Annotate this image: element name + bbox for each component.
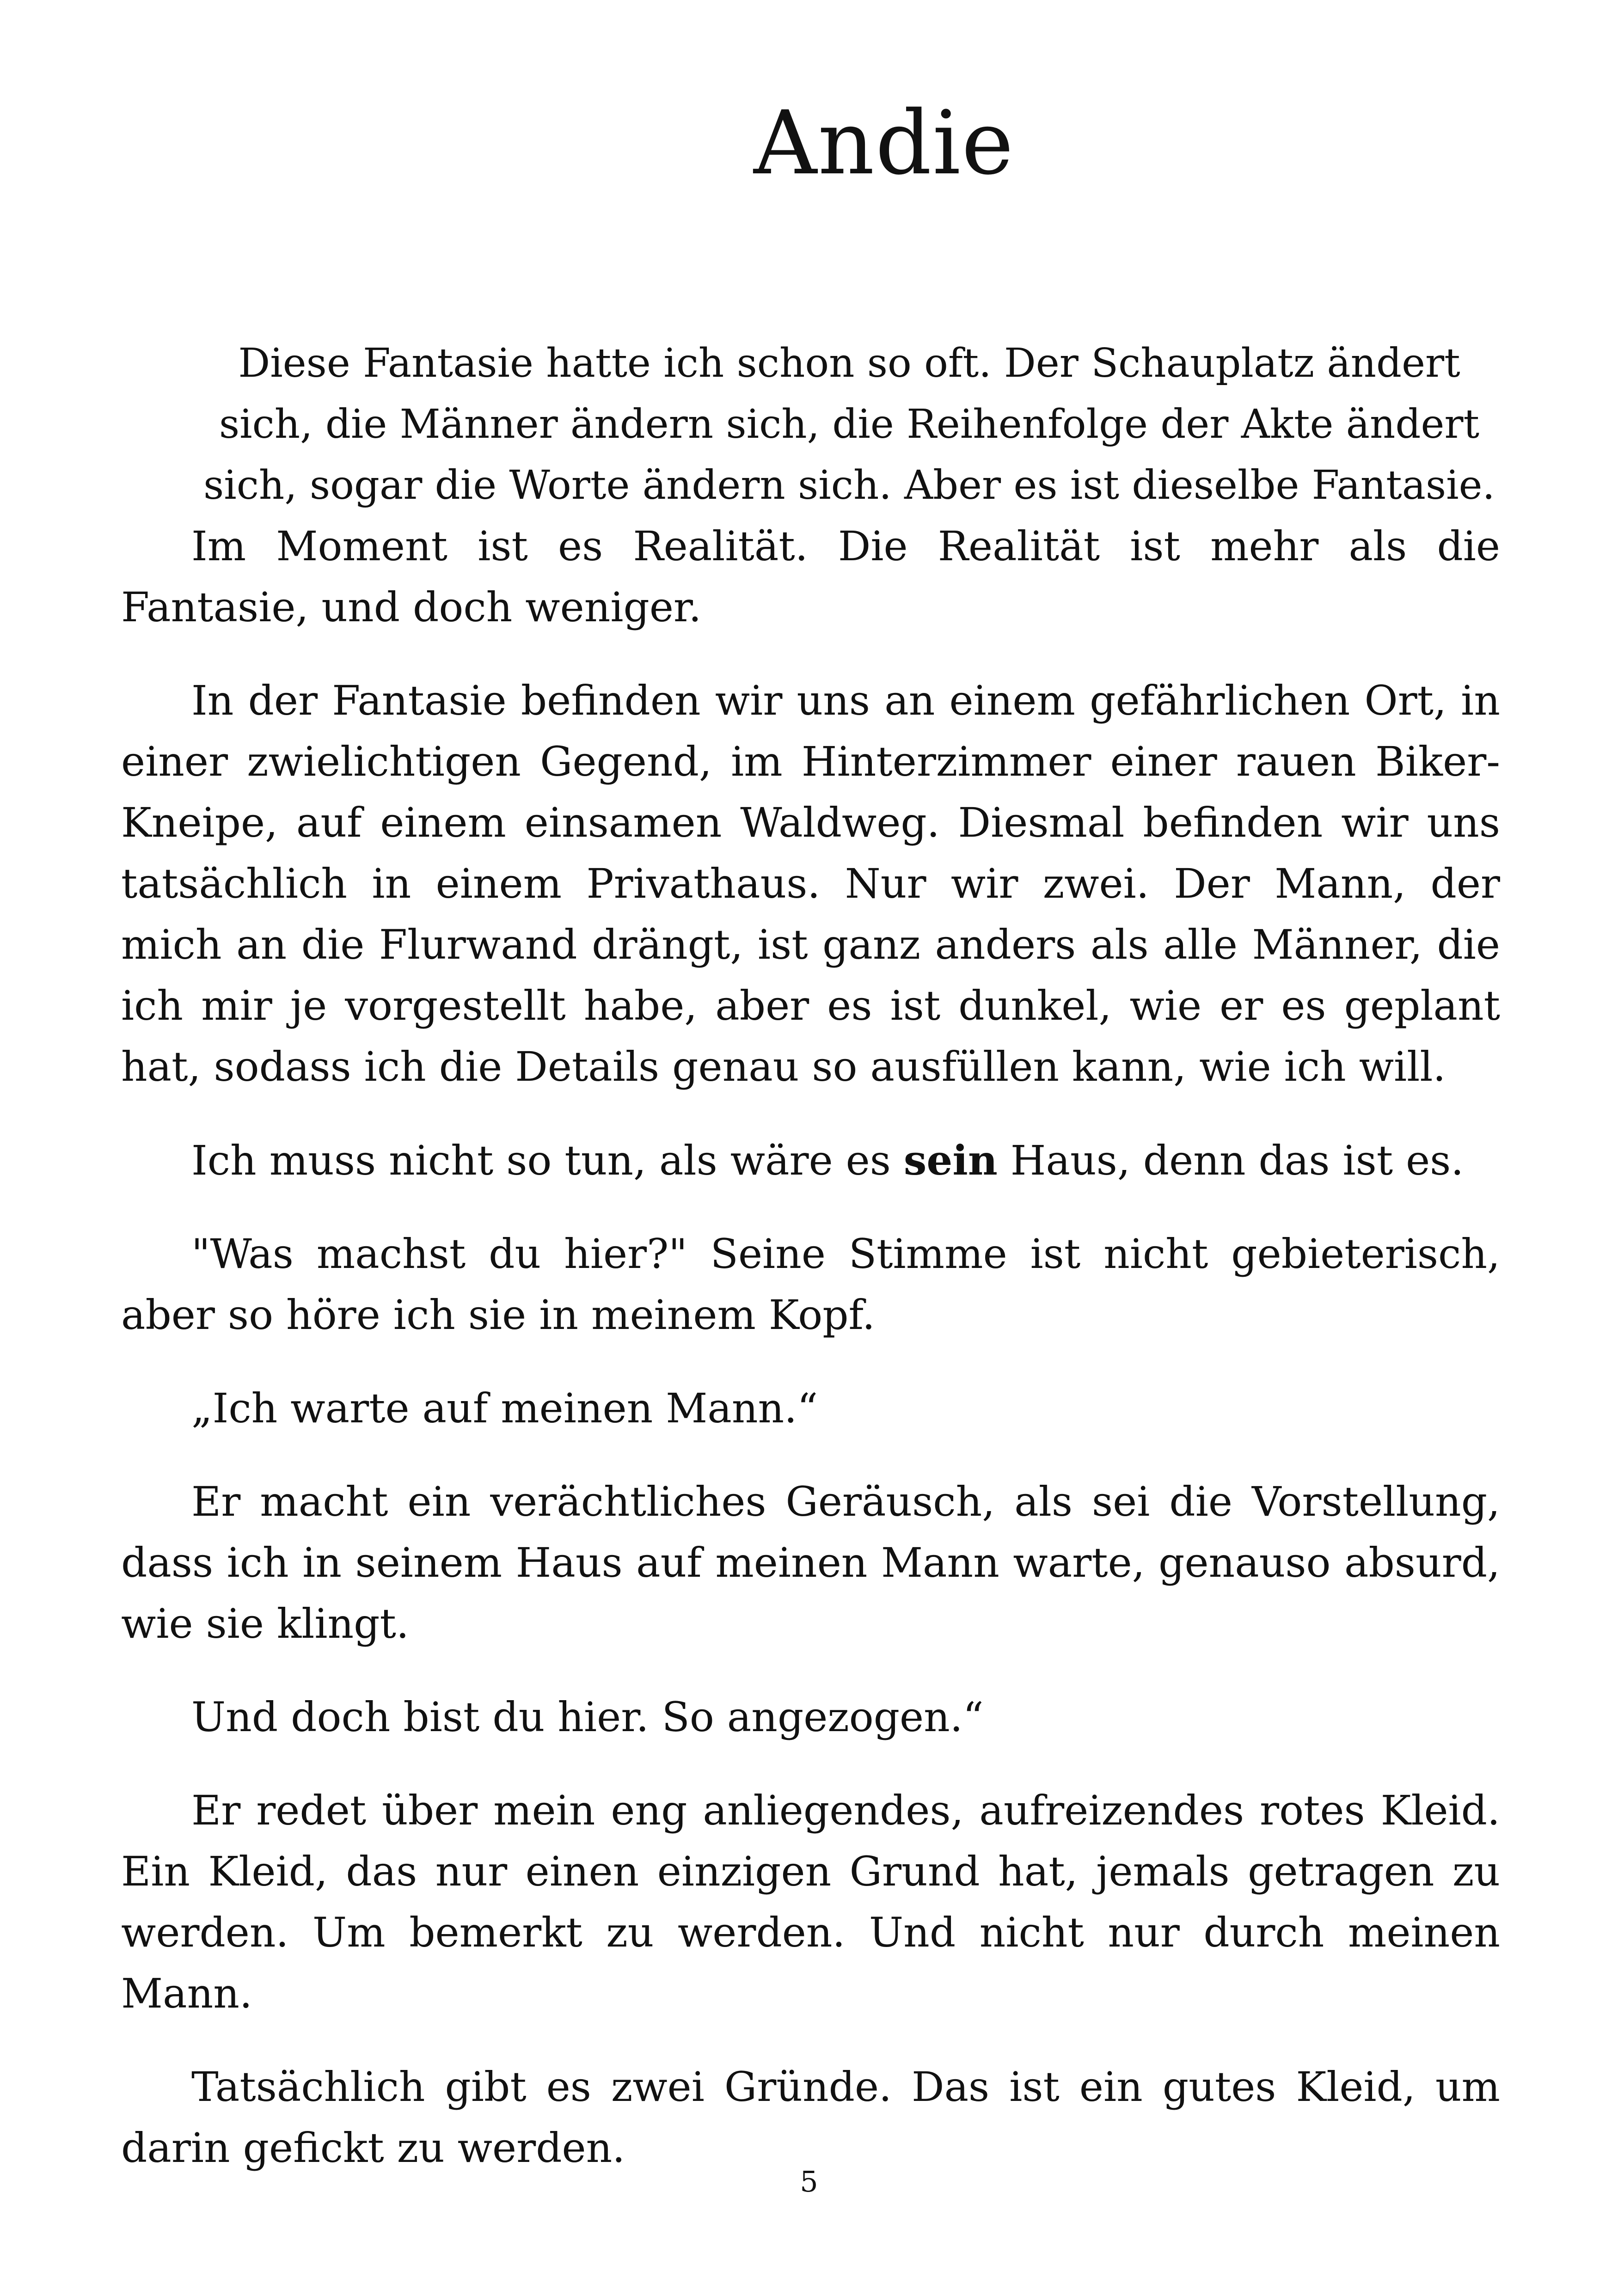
paragraph: "Was machst du hier?" Seine Stimme ist nicht gebieterisch, aber so höre ich sie in meinem Kopf.	[121, 1230, 1500, 1339]
paragraph: Er redet über mein eng anliegendes, aufreizendes rotes Kleid. Ein Kleid, das nur einen einzigen Grund hat, jemals getragen zu werden. Um bemerkt zu werden. Und nicht nur durch meinen Mann.	[121, 1787, 1500, 2017]
paragraph: In der Fantasie befinden wir uns an einem gefährlichen Ort, in einer zwielichtigen Gegend, im Hinterzimmer einer rauen Biker-Kneipe, auf einem einsamen Waldweg. Diesmal befinden wir uns tatsächlich in einem Privathaus. Nur wir zwei. Der Mann, der mich an die Flurwand drängt, ist ganz anders als alle Männer, die ich mir je vorgestellt habe, aber es ist dunkel, wie er es geplant hat, sodass ich die Details genau so ausfüllen kann, wie ich will.	[121, 677, 1500, 1090]
paragraph: „Ich warte auf meinen Mann.“	[191, 1384, 818, 1432]
paragraph: Im Moment ist es Realität. Die Realität ist mehr als die Fantasie, und doch weniger.	[121, 522, 1500, 631]
page-number: 5	[800, 2165, 818, 2198]
opening-passage	[190, 333, 1508, 516]
paragraph: Er macht ein verächtliches Geräusch, als sei die Vorstellung, dass ich in seinem Haus auf meinen Mann warte, genauso absurd, wie sie klingt.	[121, 1478, 1500, 1647]
emphasized-word: sein	[903, 1136, 998, 1184]
chapter-body	[121, 333, 1500, 2179]
paragraph-text: Haus, denn das ist es.	[997, 1137, 1464, 1184]
opening-line: sich, die Männer ändern sich, die Reihenfolge der Akte ändert	[219, 401, 1480, 447]
chapter-title: Andie	[754, 92, 1015, 194]
opening-line: sich, sogar die Worte ändern sich. Aber es ist dieselbe Fantasie.	[203, 462, 1495, 508]
paragraph: Und doch bist du hier. So angezogen.“	[191, 1693, 984, 1741]
paragraph	[121, 1130, 1500, 1191]
paragraph-text: Ich muss nicht so tun, als wäre es	[191, 1137, 904, 1184]
opening-line: Diese Fantasie hatte ich schon so oft. Der Schauplatz ändert	[238, 340, 1460, 386]
paragraph: Tatsächlich gibt es zwei Gründe. Das ist ein gutes Kleid, um darin gefickt zu werden.	[121, 2063, 1500, 2172]
